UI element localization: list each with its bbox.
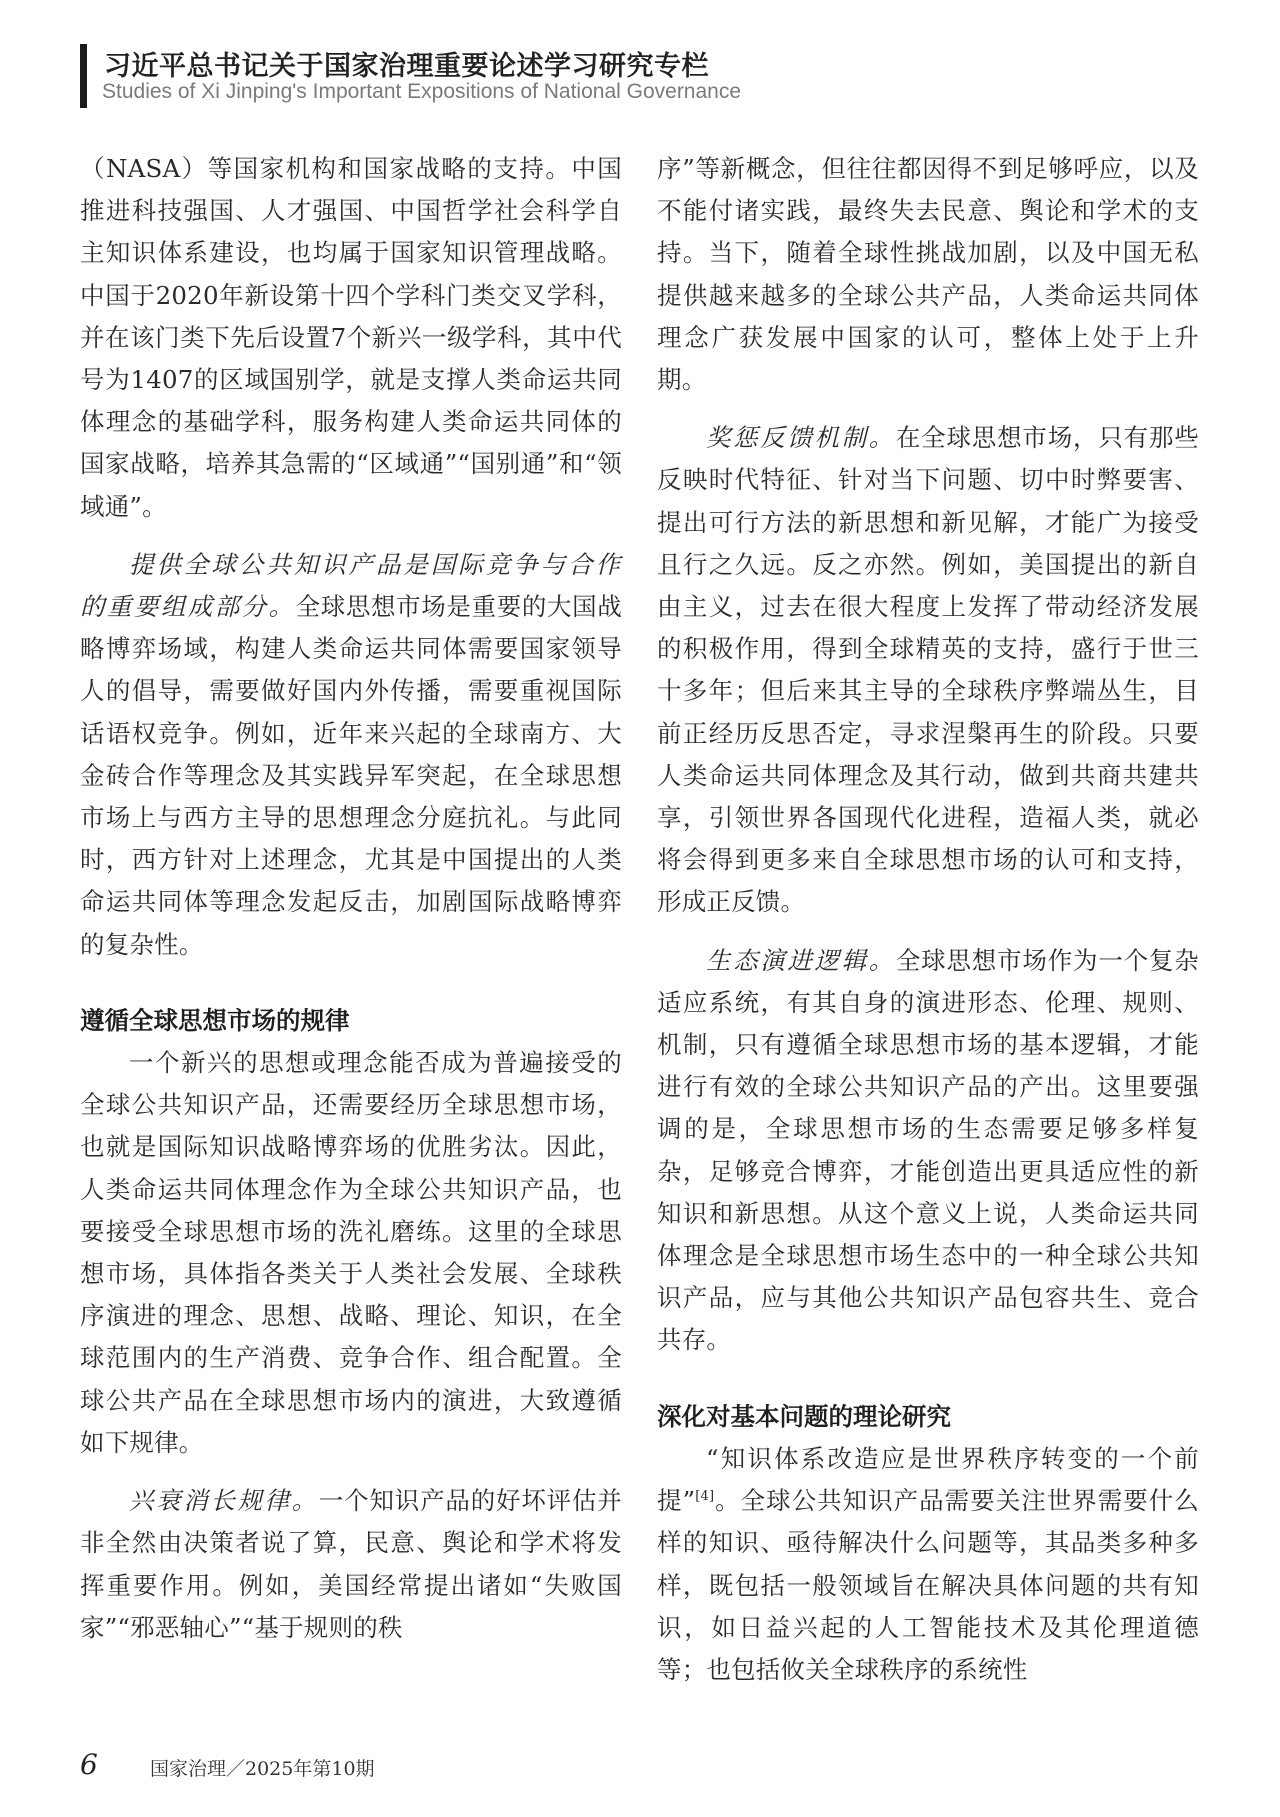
paragraph-feedback bbox=[657, 417, 1199, 923]
right-column bbox=[657, 148, 1199, 1691]
paragraph-rise-fall bbox=[80, 1480, 622, 1649]
paragraph-idea-market: 一个新兴的思想或理念能否成为普遍接受的全球公共知识产品，还需要经历全球思想市场，也就是国际知识战略博弈场的优胜劣汰。因此，人类命运共同体理念作为全球公共知识产品，也要接受全球思想市场的洗礼磨练。这里的全球思想市场，具体指各类关于人类社会发展、全球秩序演进的理念、思想、战略、理论、知识，在全球范围内的生产消费、竞争合作、组合配置。全球公共产品在全球思想市场内的演进，大致遵循如下规律。 bbox=[80, 1048, 622, 1457]
paragraph-lead: 提供全球公共知识产品是国际竞争与合作的重要组成部分。 bbox=[80, 549, 622, 622]
column-title-en: Studies of Xi Jinping's Important Expositions of National Governance bbox=[102, 80, 742, 103]
citation-marker: [4] bbox=[695, 1488, 715, 1504]
page-number: 6 bbox=[80, 1748, 98, 1781]
paragraph-lead: 生态演进逻辑。 bbox=[706, 945, 896, 975]
paragraph-continuation: 序”等新概念，但往往都因得不到足够呼应，以及不能付诸实践，最终失去民意、舆论和学术的支持。当下，随着全球性挑战加剧，以及中国无私提供越来越多的全球公共产品，人类命运共同体理念广获发展中国家的认可，整体上处于上升期。 bbox=[657, 154, 1199, 395]
paragraph-lead: 兴衰消长规律。 bbox=[129, 1486, 319, 1516]
left-column bbox=[80, 148, 622, 1649]
paragraph-theory bbox=[657, 1438, 1199, 1691]
column-title-cn: 习近平总书记关于国家治理重要论述学习研究专栏 bbox=[104, 51, 709, 82]
paragraph-lead: 奖惩反馈机制。 bbox=[706, 423, 896, 453]
paragraph-ecology bbox=[657, 940, 1199, 1362]
section-heading: 深化对基本问题的理论研究 bbox=[657, 1401, 951, 1431]
journal-issue: 国家治理／2025年第10期 bbox=[150, 1758, 375, 1780]
paragraph-body: 。全球公共知识产品需要关注世界需要什么样的知识、亟待解决什么问题等，其品类多种多样，既包括一般领域旨在解决具体问题的共有知识，如日益兴起的人工智能技术及其伦理道德等；也包括攸关全球秩序的系统性 bbox=[657, 1486, 1199, 1684]
paragraph-body: 在全球思想市场，只有那些反映时代特征、针对当下问题、切中时弊要害、提出可行方法的新思想和新见解，才能广为接受且行之久远。反之亦然。例如，美国提出的新自由主义，过去在很大程度上发挥了带动经济发展的积极作用，得到全球精英的支持，盛行于世三十多年；但后来其主导的全球秩序弊端丛生，目前正经历反思否定，寻求涅槃再生的阶段。只要人类命运共同体理念及其行动，做到共商共建共享，引领世界各国现代化进程，造福人类，就必将会得到更多来自全球思想市场的认可和支持，形成正反馈。 bbox=[657, 423, 1200, 917]
paragraph-body: 全球思想市场是重要的大国战略博弈场域，构建人类命运共同体需要国家领导人的倡导，需要做好国内外传播，需要重视国际话语权竞争。例如，近年来兴起的全球南方、大金砖合作等理念及其实践异军突起，在全球思想市场上与西方主导的思想理念分庭抗礼。与此同时，西方针对上述理念，尤其是中国提出的人类命运共同体等理念发起反击，加剧国际战略博弈的复杂性。 bbox=[80, 592, 622, 959]
paragraph-nasa: （NASA）等国家机构和国家战略的支持。中国推进科技强国、人才强国、中国哲学社会科学自主知识体系建设，也均属于国家知识管理战略。中国于2020年新设第十四个学科门类交叉学科，并在该门类下先后设置7个新兴一级学科，其中代号为1407的区域国别学，就是支撑人类命运共同体理念的基础学科，服务构建人类命运共同体的国家战略，培养其急需的“区域通”“国别通”和“领域通”。 bbox=[80, 154, 622, 521]
paragraph-body: 一个知识产品的好坏评估并非全然由决策者说了算，民意、舆论和学术将发挥重要作用。例如，美国经常提出诸如“失败国家”“邪恶轴心”“基于规则的秩 bbox=[80, 1486, 623, 1642]
paragraph-body: 全球思想市场作为一个复杂适应系统，有其自身的演进形态、伦理、规则、机制，只有遵循全球思想市场的基本逻辑，才能进行有效的全球公共知识产品的产出。这里要强调的是，全球思想市场的生态需要足够多样复杂，足够竞合博弈，才能创造出更具适应性的新知识和新思想。从这个意义上说，人类命运共同体理念是全球思想市场生态中的一种全球公共知识产品，应与其他公共知识产品包容共生、竞合共存。 bbox=[657, 945, 1200, 1355]
paragraph-quote: “知识体系改造应是世界秩序转变的一个前提” bbox=[657, 1443, 1199, 1516]
paragraph-public-knowledge bbox=[80, 544, 622, 966]
running-header bbox=[80, 42, 840, 108]
section-heading: 遵循全球思想市场的规律 bbox=[80, 1005, 350, 1035]
header-accent-bar bbox=[80, 44, 87, 108]
